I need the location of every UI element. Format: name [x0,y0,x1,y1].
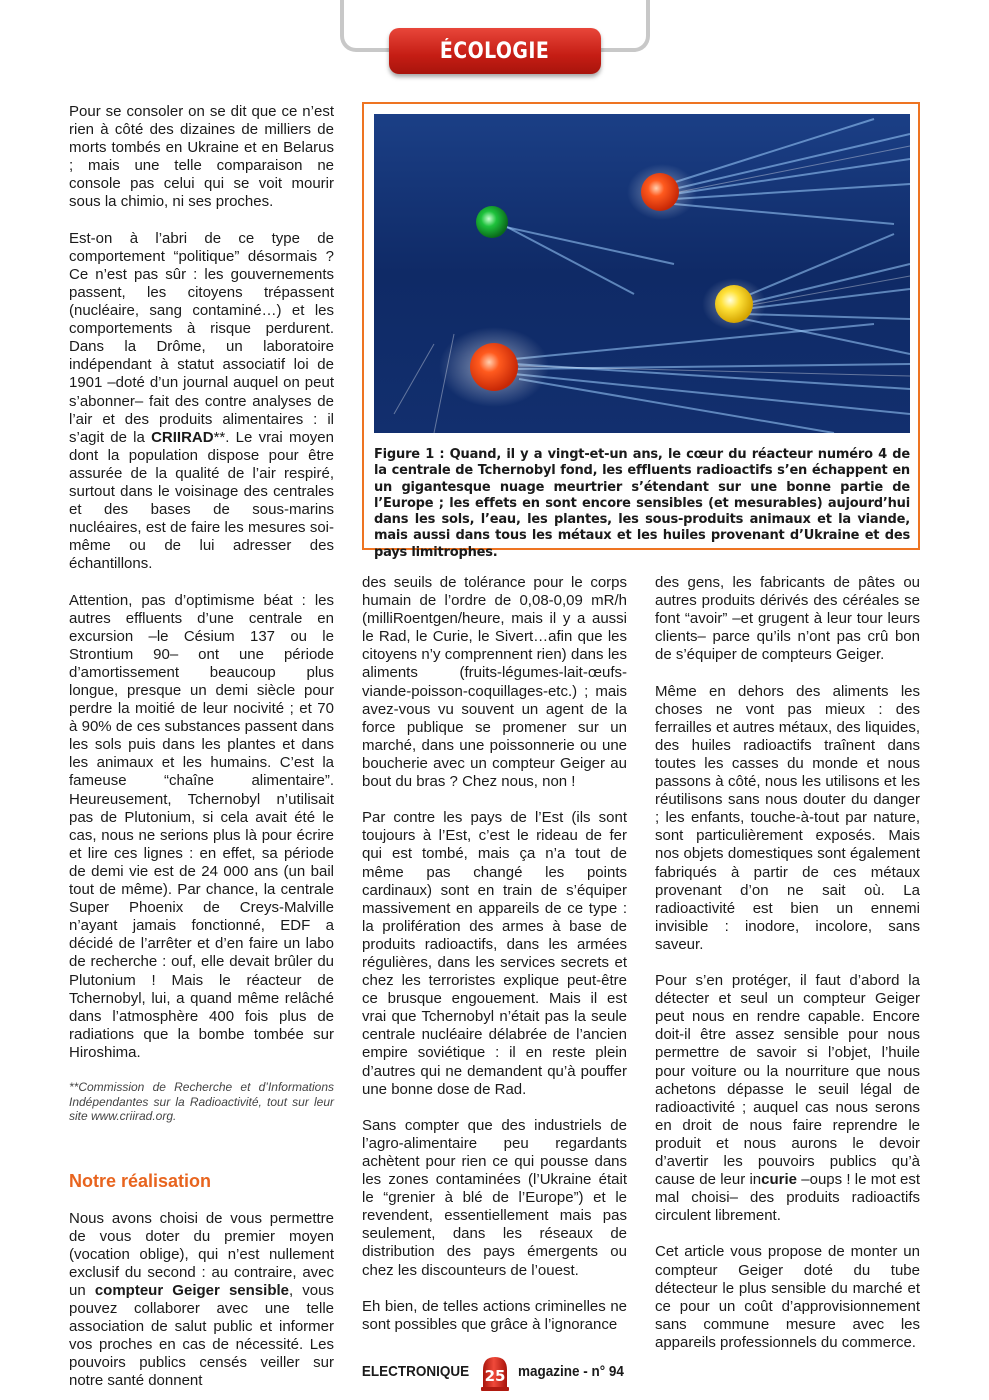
paragraph: Attention, pas d’optimisme béat : les autres effluents d’une centrale en excursion –le Césium 137 ou le Strontium 90– ont une période d’amortissement beaucoup plus longue, presque un demi siècle pour perdre la moitié de leur nocivité ; et 70 à 90% de ces substances passent dans les sols puis dans les plantes et dans les animaux et les humains. C’est la fameuse “chaîne alimentaire”. Heureusement, Tchernobyl n’utilisait pas de Plutonium, si cela avait été le cas, nous ne serions plus là pour écrire et lire ces lignes : en effet, sa période de demi vie est de 24 000 ans (un bail tout de même). Par chance, la centrale Super Phoenix de Creys-Malville n’ayant jamais fonctionné, EDF a décidé de l’arrêter et d’en faire un labo de recherche : ouf, elle devait brûler du Plutonium ! Mais le réacteur de Tchernobyl, lui, a quand même relâché dans l’atmosphère 400 fois plus de radiations que la bombe tombée sur Hiroshima. [69,591,334,1061]
issue-number: magazine - n° 94 [518,1363,624,1380]
paragraph: Même en dehors des aliments les choses ne vont pas mieux : des ferrailles et autres métaux, des liquides, des huiles radioactifs traînent dans toutes les casses du monde et nous passons à côté, nous les utilisons et les réutilisons sans nous douter du danger ; les enfants, touche-à-tout par nature, sont particulièrement exposés. Mais nos objets domestiques sont également fabriqués à partir de ces métaux provenant d’on ne sait où. La radioactivité est bien un ennemi invisible : inodore, incolore, sans saveur. [655,682,920,953]
section-tab [389,28,601,74]
paragraph: Pour se consoler on se dit que ce n’est rien à côté des dizaines de milliers de morts tombés en Ukraine et en Belarus ; mais une telle comparaison ne console pas celui qui se voit mourir sous la chimio, ni ses proches. [69,103,334,211]
magazine-name: ELECTRONIQUE [361,1363,469,1380]
figure-caption: Figure 1 : Quand, il y a vingt-et-un ans, le cœur du réacteur numéro 4 de la centrale de Tchernobyl fond, les effluents radioactifs s’en échappent en un gigantesque nuage meurtrier s’étendant sur une bonne partie de l’Europe ; les effets en sont encore sensibles (et mesurables) aujourd’hui dans les sols, l’eau, les plantes, les sous-produits animaux et la viande, mais aussi dans tous les métaux et les huiles provenant d’Ukraine et des pays limitrophes. [374,447,910,560]
figure-1 [362,102,920,560]
text-run: Est-on à l’abri de ce type de comportement “politique” désormais ? Ce n’est pas sûr : les gouvernements passent, les citoyens trépassent (nucléaire, sang contaminé…) et les comportements à risque perdurent. Dans la Drôme, un laboratoire indépendant à statut associatif loi de 1901 –doté d’un journal auquel on peut s’abonner– fait des contre analyses de l’air et des produits alimentaires : il s’agit de la [69,229,334,446]
bold-term: curie [761,1171,798,1189]
text-run: Pour s’en protéger, il faut d’abord la détecter et seul un compteur Geiger peut nous en rendre capable. Encore doit-il être assez sensible pour nous permettre de savoir si l’objet, l’huile pour voiture ou la nourriture que nous achetons dépasse le seuil légal de radioactivité ; auquel cas nous serons en droit de nous faire reprendre le produit et nous aurons le devoir d’avertir les pouvoirs publics qu’à cause de leur in [655,972,920,1189]
paragraph [655,972,920,1225]
paragraph: Cet article vous propose de monter un compteur Geiger doté du tube détecteur le plus sensible du marché et ce pour un coût d’approvisionnement sans commune mesure avec les appareils professionnels du commerce. [655,1243,920,1351]
paragraph: Par contre les pays de l’Est (ils sont toujours à l’Est, c’est le rideau de fer qui est tombé, mais ça n’a tout de même pas changé les points cardinaux) sont en train de s’équiper massivement en appareils de ce type : la prolifération des armes à base de produits radioactifs, dans les armées régulières, dans les services secrets et chez les terroristes explique peut-être ce brusque engouement. Mais il est vrai que Tchernobyl n’était pas la seule centrale nucléaire délabrée de l’ancien empire soviétique : il en reste plein d’autres qui ne demandent qu’à pouffer une bonne dose de Rad. [362,809,627,1098]
column-2 [362,574,627,1352]
led-page-number-icon [480,1356,510,1396]
bold-term: compteur Geiger sensible [94,1281,289,1299]
paragraph: des seuils de tolérance pour le corps humain de l’ordre de 0,08-0,09 mR/h (milliRoentgen/heure, mais il y a aussi le Rad, le Curie, le Sivert…afin que les citoyens n’y comprennent rien) dans les aliments (fruits-légumes-lait-œufs-viande-poisson-coquillages-etc.) ; mais avez-vous vu souvent un agent de la force publique se promener sur un marché, dans une poissonnerie ou une boucherie avec un compteur Geiger au bout du bras ? Chez nous, non ! [362,574,627,791]
column-1 [69,103,334,1400]
paragraph: Sans compter que des industriels de l’agro-alimentaire peu regardants achètent pour rien ce qui pousse dans les zones contaminées (l’Ukraine était le “grenier à blé de l’Europe”) et le revendent, essentiellement mais pas seulement, dans les réseaux de distribution des pays émergents ou chez les discounteurs de l’ouest. [362,1116,627,1279]
text-run: , vous pouvez collaborer avec une telle association de salut public et informer vos proches en cas de nécessité. Les pouvoirs publics censés veiller sur notre santé donnent [69,1281,334,1390]
text-run: **. Le vrai moyen dont la population dispose pour être assurée de la qualité de l’air respiré, surtout dans le voisinage des centrales et des bases de sous-marins nucléaires, est de faire les mesures soi-même ou de lui adresser des échantillons. [69,428,334,573]
section-heading: Notre réalisation [69,1170,212,1191]
paragraph [69,230,334,574]
section-title: ÉCOLOGIE [440,38,550,64]
page-footer [0,1356,989,1396]
column-3 [655,574,920,1370]
page-number: 25 [484,1367,506,1385]
criirad-name: CRIIRAD [151,428,214,446]
radioactive-particles-image [374,114,910,433]
text-run: Nous avons choisi de vous permettre de vous doter du premier moyen (vocation oblige), qui n’est nullement exclusif du second : au contraire, avec un [69,1209,334,1299]
paragraph: des gens, les fabricants de pâtes ou autres produits dérivés des céréales se font “avoir” –et grugent à leur tour leurs clients– parce qu’ils n’ont pas crû bon de s’équiper de compteurs Geiger. [655,574,920,664]
footnote: **Commission de Recherche et d’Informations Indépendantes sur la Radioactivité, tout sur leur site www.criirad.org. [69,1080,334,1124]
paragraph: Eh bien, de telles actions criminelles ne sont possibles que grâce à l’ignorance [362,1297,627,1333]
text-run: –oups ! le mot est mal choisi– des produits radioactifs circulent librement. [655,1171,920,1225]
